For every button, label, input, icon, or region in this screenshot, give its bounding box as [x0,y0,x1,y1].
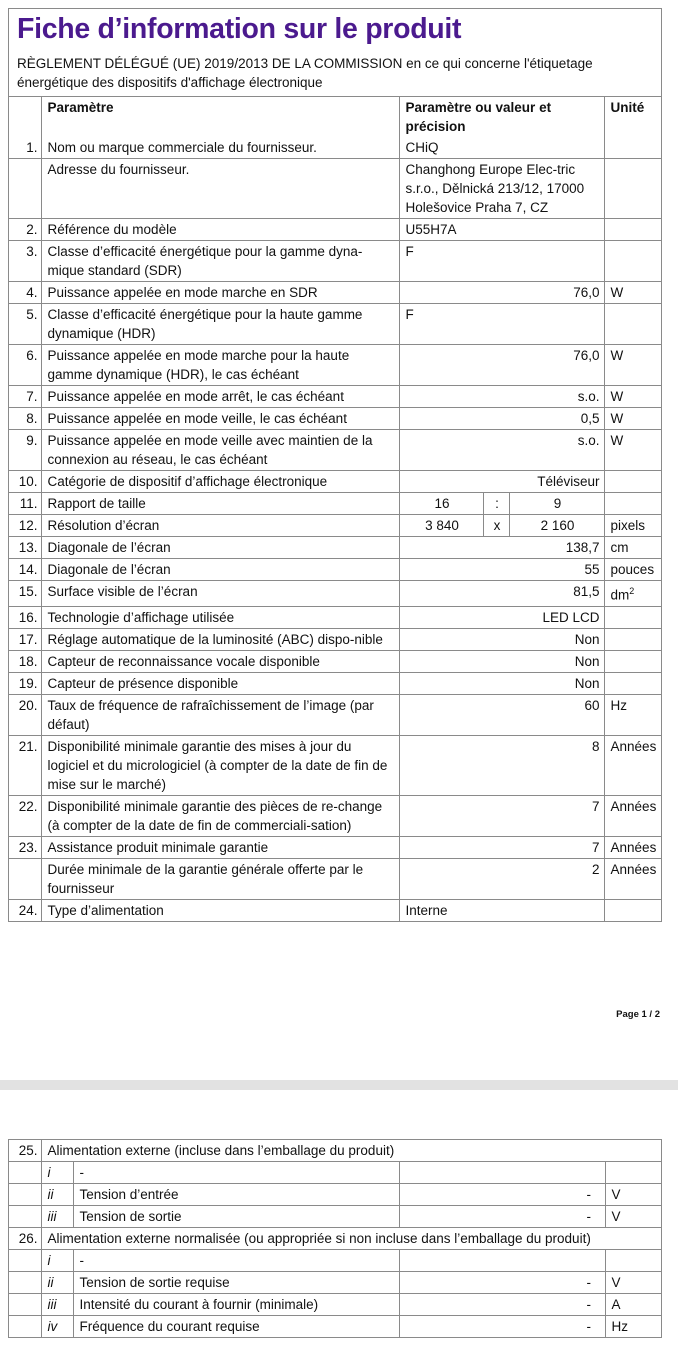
row-parameter: Puissance appelée en mode veille, le cas échéant [41,408,399,430]
row-value-a: 3 840 [399,515,483,537]
row-value-separator: x [483,515,509,537]
document-title: Fiche d’information sur le produit [17,13,462,45]
row-parameter: Disponibilité minimale garantie des pièces de re-change (à compter de la date de fin de commerciali-sation) [41,795,399,836]
empty-cell [9,1162,41,1184]
row-unit: W [604,282,661,304]
row-parameter: Rapport de taille [41,493,399,515]
table-row [9,795,661,836]
row-parameter: Surface visible de l’écran [41,581,399,607]
item-roman-number: iii [41,1206,73,1228]
table-row [9,304,661,345]
item-unit: V [605,1184,661,1206]
row-number [9,159,41,219]
row-value: 76,0 [399,345,604,386]
section-item-row [9,1250,661,1272]
item-unit: V [605,1206,661,1228]
power-supply-body [9,1140,661,1337]
item-roman-number: iv [41,1316,73,1338]
item-label: Tension de sortie [73,1206,399,1228]
row-number: 2. [9,219,41,241]
empty-cell [9,1272,41,1294]
item-unit [605,1162,661,1184]
spacer-cell [595,1184,605,1206]
empty-cell [9,1316,41,1338]
row-number: 20. [9,694,41,735]
row-number: 7. [9,386,41,408]
row-value: Téléviseur [399,471,604,493]
table-row [9,159,661,219]
item-value [399,1250,595,1272]
row-unit: Années [604,795,661,836]
table-body [9,137,661,921]
item-unit: Hz [605,1316,661,1338]
item-label: - [73,1250,399,1272]
item-value [399,1162,595,1184]
row-value-a: 16 [399,493,483,515]
table-row [9,694,661,735]
row-value: 7 [399,795,604,836]
row-value: CHiQ [399,137,604,159]
table-row [9,430,661,471]
row-number: 24. [9,899,41,921]
row-unit: Années [604,735,661,795]
row-unit: cm [604,537,661,559]
row-number: 14. [9,559,41,581]
row-unit [604,241,661,282]
row-parameter: Puissance appelée en mode marche en SDR [41,282,399,304]
row-unit: Années [604,858,661,899]
row-number: 5. [9,304,41,345]
row-parameter: Capteur de reconnaissance vocale disponible [41,650,399,672]
item-roman-number: i [41,1250,73,1272]
section-title-row [9,1228,661,1250]
row-value: 76,0 [399,282,604,304]
row-value: 60 [399,694,604,735]
header-number-cell [9,97,41,137]
empty-cell [9,1206,41,1228]
row-unit [604,899,661,921]
table-row [9,672,661,694]
table-row [9,559,661,581]
row-unit: W [604,386,661,408]
regulation-text: RÈGLEMENT DÉLÉGUÉ (UE) 2019/2013 DE LA COMMISSION en ce qui concerne l'étiquetage énergétique des dispositifs d'affichage électronique [9,52,661,97]
table-row [9,515,661,537]
row-number: 11. [9,493,41,515]
row-unit [604,628,661,650]
table-row [9,858,661,899]
table-row [9,735,661,795]
row-unit [604,304,661,345]
section-item-row [9,1206,661,1228]
section-number: 26. [9,1228,41,1250]
row-unit [604,159,661,219]
row-parameter: Durée minimale de la garantie générale offerte par le fournisseur [41,858,399,899]
table-row [9,282,661,304]
row-parameter: Classe d’efficacité énergétique pour la gamme dyna-mique standard (SDR) [41,241,399,282]
row-unit [604,672,661,694]
row-number: 21. [9,735,41,795]
table-header-row [9,97,661,137]
row-unit [604,606,661,628]
row-parameter: Adresse du fournisseur. [41,159,399,219]
row-unit [604,493,661,515]
row-parameter: Puissance appelée en mode marche pour la haute gamme dynamique (HDR), le cas échéant [41,345,399,386]
row-parameter: Catégorie de dispositif d’affichage électronique [41,471,399,493]
row-value: s.o. [399,430,604,471]
unit-exponent: 2 [629,586,635,596]
row-value: Interne [399,899,604,921]
row-unit [604,650,661,672]
row-unit [604,219,661,241]
table-row [9,386,661,408]
row-unit: pouces [604,559,661,581]
spacer-cell [595,1206,605,1228]
empty-cell [9,1250,41,1272]
header-value: Paramètre ou valeur et précision [399,97,604,137]
spacer-cell [595,1250,605,1272]
item-label: Tension de sortie requise [73,1272,399,1294]
table-row [9,471,661,493]
table-row [9,137,661,159]
row-parameter: Type d’alimentation [41,899,399,921]
item-label: Fréquence du courant requise [73,1316,399,1338]
section-number: 25. [9,1140,41,1162]
item-roman-number: ii [41,1272,73,1294]
row-value: F [399,304,604,345]
row-parameter: Puissance appelée en mode arrêt, le cas échéant [41,386,399,408]
row-number: 22. [9,795,41,836]
item-unit [605,1250,661,1272]
row-parameter: Puissance appelée en mode veille avec maintien de la connexion au réseau, le cas échéant [41,430,399,471]
row-value-b: 2 160 [509,515,604,537]
row-unit: W [604,430,661,471]
row-value-b: 9 [509,493,604,515]
row-number: 13. [9,537,41,559]
section-item-row [9,1316,661,1338]
row-unit: W [604,345,661,386]
item-value: - [399,1272,595,1294]
row-number [9,858,41,899]
section-item-row [9,1184,661,1206]
row-parameter: Référence du modèle [41,219,399,241]
empty-cell [9,1184,41,1206]
row-unit: W [604,408,661,430]
empty-cell [9,1294,41,1316]
row-value: Changhong Europe Elec-tric s.r.o., Dělnická 213/12, 17000 Holešovice Praha 7, CZ [399,159,604,219]
row-number: 6. [9,345,41,386]
spacer-cell [595,1294,605,1316]
row-parameter: Diagonale de l’écran [41,537,399,559]
table-row [9,345,661,386]
row-parameter: Capteur de présence disponible [41,672,399,694]
row-number: 4. [9,282,41,304]
row-parameter: Disponibilité minimale garantie des mises à jour du logiciel et du micrologiciel (à compter de la date de fin de mise sur le marché) [41,735,399,795]
product-info-sheet-page-1 [8,8,662,922]
power-supply-table [9,1140,661,1337]
page-separator [0,1080,678,1090]
row-unit [604,471,661,493]
item-unit: A [605,1294,661,1316]
table-row [9,219,661,241]
row-value-separator: : [483,493,509,515]
item-unit: V [605,1272,661,1294]
spacer-cell [595,1272,605,1294]
row-parameter: Réglage automatique de la luminosité (ABC) dispo-nible [41,628,399,650]
row-number: 18. [9,650,41,672]
row-number: 9. [9,430,41,471]
item-value: - [399,1206,595,1228]
row-value: s.o. [399,386,604,408]
table-row [9,628,661,650]
row-value: Non [399,672,604,694]
row-number: 3. [9,241,41,282]
unit-text: dm [610,587,630,603]
row-parameter: Taux de fréquence de rafraîchissement de l’image (par défaut) [41,694,399,735]
table-row [9,408,661,430]
row-value: Non [399,650,604,672]
row-number: 12. [9,515,41,537]
item-roman-number: i [41,1162,73,1184]
row-value: F [399,241,604,282]
row-value: 55 [399,559,604,581]
header-parameter: Paramètre [41,97,399,137]
spacer-cell [595,1162,605,1184]
row-number: 10. [9,471,41,493]
product-info-sheet-page-2 [8,1139,662,1338]
section-title: Alimentation externe (incluse dans l’emballage du produit) [41,1140,661,1162]
section-item-row [9,1294,661,1316]
item-label: - [73,1162,399,1184]
table-row [9,241,661,282]
row-number: 16. [9,606,41,628]
spacer-cell [595,1316,605,1338]
row-number: 23. [9,836,41,858]
row-number: 17. [9,628,41,650]
table-row [9,836,661,858]
item-label: Intensité du courant à fournir (minimale) [73,1294,399,1316]
row-unit: Années [604,836,661,858]
row-parameter: Nom ou marque commerciale du fournisseur. [41,137,399,159]
table-row [9,650,661,672]
row-value: U55H7A [399,219,604,241]
row-value: Non [399,628,604,650]
row-unit: pixels [604,515,661,537]
section-item-row [9,1272,661,1294]
section-title: Alimentation externe normalisée (ou appropriée si non incluse dans l’emballage du produit) [41,1228,661,1250]
row-value: 0,5 [399,408,604,430]
item-value: - [399,1316,595,1338]
item-roman-number: ii [41,1184,73,1206]
row-value: 2 [399,858,604,899]
row-number: 15. [9,581,41,607]
table-row [9,606,661,628]
row-value: LED LCD [399,606,604,628]
section-item-row [9,1162,661,1184]
item-value: - [399,1184,595,1206]
row-unit [604,581,661,607]
table-row [9,493,661,515]
table-row [9,581,661,607]
row-value: 138,7 [399,537,604,559]
table-row [9,899,661,921]
row-value: 81,5 [399,581,604,607]
row-parameter: Résolution d’écran [41,515,399,537]
row-parameter: Technologie d’affichage utilisée [41,606,399,628]
row-parameter: Diagonale de l’écran [41,559,399,581]
row-number: 8. [9,408,41,430]
row-parameter: Assistance produit minimale garantie [41,836,399,858]
row-parameter: Classe d’efficacité énergétique pour la haute gamme dynamique (HDR) [41,304,399,345]
row-number: 19. [9,672,41,694]
item-roman-number: iii [41,1294,73,1316]
section-title-row [9,1140,661,1162]
item-value: - [399,1294,595,1316]
row-value: 8 [399,735,604,795]
row-unit: Hz [604,694,661,735]
table-row [9,537,661,559]
row-unit [604,137,661,159]
header-unit: Unité [604,97,661,137]
row-value: 7 [399,836,604,858]
row-number: 1. [9,137,41,159]
item-label: Tension d’entrée [73,1184,399,1206]
product-parameters-table [9,97,661,921]
page-number: Page 1 / 2 [616,1009,660,1020]
